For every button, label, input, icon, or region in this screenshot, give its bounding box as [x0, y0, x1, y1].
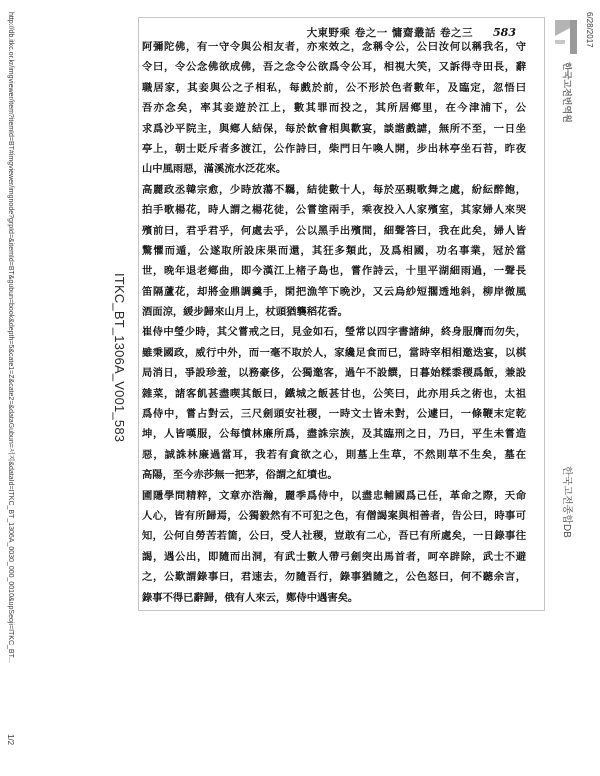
document-body: [142, 37, 526, 608]
text-line: 令曰，令公念佛欲成佛，吾之念令公欲爲令公耳，相視大笑，又訴得寺田長，辭: [142, 61, 526, 74]
text-line: 山中風雨惡，滿溪流水泛花來。: [142, 163, 287, 176]
text-line: 酒面涼，緩步歸來山月上，杖頭猶襲稻花香。: [142, 306, 348, 319]
text-line: 求爲沙平院主，與鄕人結保，每於飮會相與歡宴，談諧戲謔，無所不至，一日坐: [142, 122, 526, 135]
text-line: 高麗政丞韓宗愈，少時放蕩不羈，結徒數十人，每於巫覡歌舞之處，紛紜醉飽，: [142, 183, 526, 196]
text-line: 阿彌陀佛，有一守令與公相友者，亦來效之，念稱令公，公曰汝何以稱我名，守: [142, 41, 526, 53]
itkc-logo-icon: [552, 18, 580, 58]
database-name-label: 한국고전종합DB: [561, 466, 572, 538]
text-line: 世，晚年退老鄕曲，即今漢江上楮子島也，嘗作詩云，十里平湖細雨過，一聲長: [142, 265, 526, 278]
text-line: 謁，遇公出，即隨而出洞，有武士數人帶弓劍突出馬首者，呵卒辟除，武士不避: [142, 550, 526, 563]
text-line: 坤，人皆嘆服，公每憤林廉所爲，盡誅宗族，及其臨刑之日，乃曰，平生未嘗造: [142, 428, 526, 441]
text-line: 笛隔蘆花，却將金鼎調羹手，閑把漁竿下晩沙，又云烏紗短擱透地斜，柳岸微風: [142, 285, 526, 298]
text-line: 拍手歌楊花，時人謂之楊花徒，公嘗塗兩手，乘夜投入人家殯室，其家婦人來哭: [142, 204, 526, 217]
text-line: 人心，皆有所歸焉，公獨毅然有不可犯之色，有僧謁案與相善者，告公曰，時事可: [142, 509, 526, 522]
paragraph: [142, 322, 526, 485]
text-line: 爲侍中，嘗占對云，三尺劍頭安社稷，一時文士皆未對，公遽曰，一條鞭末定乾: [142, 408, 526, 421]
text-line: 惡，誠誅林廉過當耳，我若有貪欲之心，則墓上生草，不然則草不生矣，墓在: [142, 448, 526, 461]
paragraph: [142, 486, 526, 608]
text-line: 殯前曰，君乎君乎，何處去乎，公以黑手出殯間，細聲答曰，我在此矣，婦人皆: [142, 224, 526, 237]
text-line: 高陽，至今赤莎無一把茅，俗謂之紅墳也。: [142, 469, 338, 482]
text-line: 雖秉國政，威行中外，而一毫不取於人，家纔足食而已，當時宰相相邀迭宴，以棋: [142, 346, 526, 359]
text-line: 之，公歎謂錄事曰，君速去，勿隨吾行，錄事猶隨之，公色怒曰，何不聽余言，: [142, 571, 526, 584]
text-line: 驚懼而遁，公遂取所設床果而還，其狂多類此，及爲相國，功名事業，冠於當: [142, 244, 526, 257]
text-line: 局消日，爭設珍羞，以務豪侈，公獨邀客，過午不設饌，日暮始糅黍稷爲飯，兼設: [142, 367, 526, 380]
page-number: 583: [493, 25, 516, 39]
print-date: 6/28/2017: [585, 12, 594, 48]
text-line: 職居家，其妾與公之子相私，每戲於前，公不形於色者數年，及臨定，忽悟曰: [142, 81, 526, 94]
text-line: 雜菜，諸客飢甚盡喫其飯曰，鐵城之飯甚甘也，公笑曰，此亦用兵之術也，太祖: [142, 387, 526, 400]
text-line: 吾亦念矣，率其妾遊於江上，數其罪而投之，其所居鄕里，在今津浦下，公: [142, 102, 526, 115]
print-source-url: http://db.itkc.or.kr/imgviewer/item?itemId=BT#imgviewer/imgnode?grpId=&itemId=BT&gubun=book&depth=5&cate1=Z&cate2=&dataGubun=서지&dataId=ITKC_BT_1306A_0030_000_0010&upSeoji=ITKC_BT...: [7, 12, 14, 663]
paragraph: [142, 37, 526, 180]
logo-text: 한국고전번역원: [562, 62, 572, 123]
text-line: 知，公何自勞苦若箇，公曰，受人社稷，豈敢有二心，吾已有所處矣，一日錄事往: [142, 530, 526, 543]
paragraph: [142, 180, 526, 323]
image-id-label: ITKC_BT_1306A_V001_583: [112, 273, 127, 443]
running-head-title: 大東野乘 卷之一 慵齋叢話 卷之三: [306, 26, 474, 39]
text-line: 錄事不得已辭歸，俄有人來云，鄭侍中遇害矣。: [142, 591, 359, 604]
text-line: 崔侍中瑩少時，其父嘗戒之曰，見金如石，瑩常以四字書諸紳，終身服膺而勿失，: [142, 326, 526, 339]
print-page-counter: 1/2: [6, 734, 15, 746]
text-line: 亭上，朝士貶斥者多渡江，公作詩曰，柴門日午喚人開，步出林亭坐石苔，昨夜: [142, 142, 526, 155]
text-line: 圃隱學問精粹，文章亦浩瀚，麗季爲侍中，以盡忠輔國爲己任，革命之際，天命: [142, 489, 526, 502]
